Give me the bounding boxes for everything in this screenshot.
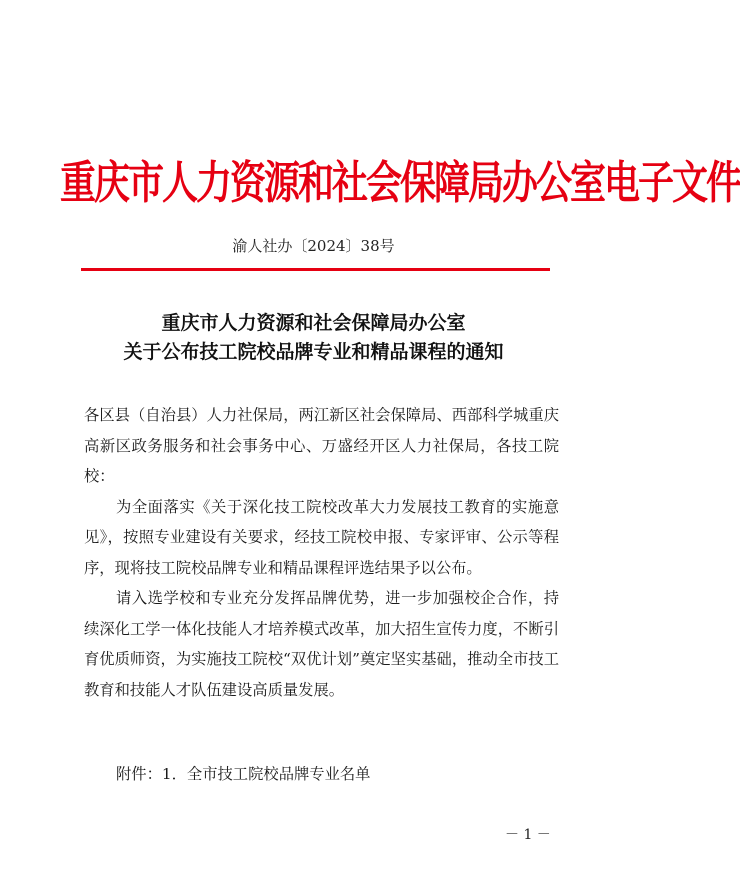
document-number: 渝人社办〔2024〕38号 bbox=[232, 237, 395, 255]
notice-title-line-1: 重庆市人力资源和社会保障局办公室 bbox=[161, 312, 466, 334]
body-paragraph-2: 请入选学校和专业充分发挥品牌优势，进一步加强校企合作，持续深化工学一体化技能人才培养模式改革，加大招生宣传力度，不断引育优质师资，为实施技工院校“双优计划”奠定坚实基础，推动全市技工教育和技能人才队伍建设高质量发展。 bbox=[84, 589, 559, 699]
red-divider-line bbox=[81, 268, 550, 271]
page-number: － 1 － bbox=[505, 827, 551, 843]
body-paragraph-1: 为全面落实《关于深化技工院校改革大力发展技工教育的实施意见》，按照专业建设有关要求，经技工院校申报、专家评审、公示等程序，现将技工院校品牌专业和精品课程评选结果予以公布。 bbox=[84, 497, 559, 577]
notice-title bbox=[60, 309, 567, 367]
masthead-title: 重庆市人力资源和社会保障局办公室电子文件 bbox=[60, 156, 740, 210]
attachment-line: 附件：1．全市技工院校品牌专业名单 bbox=[116, 765, 371, 783]
addressee: 各区县（自治县）人力社保局，两江新区社会保障局、西部科学城重庆高新区政务服务和社会事务中心、万盛经开区人力社保局，各技工院校： bbox=[84, 406, 559, 485]
notice-body bbox=[84, 400, 559, 705]
notice-title-line-2: 关于公布技工院校品牌专业和精品课程的通知 bbox=[123, 341, 504, 363]
